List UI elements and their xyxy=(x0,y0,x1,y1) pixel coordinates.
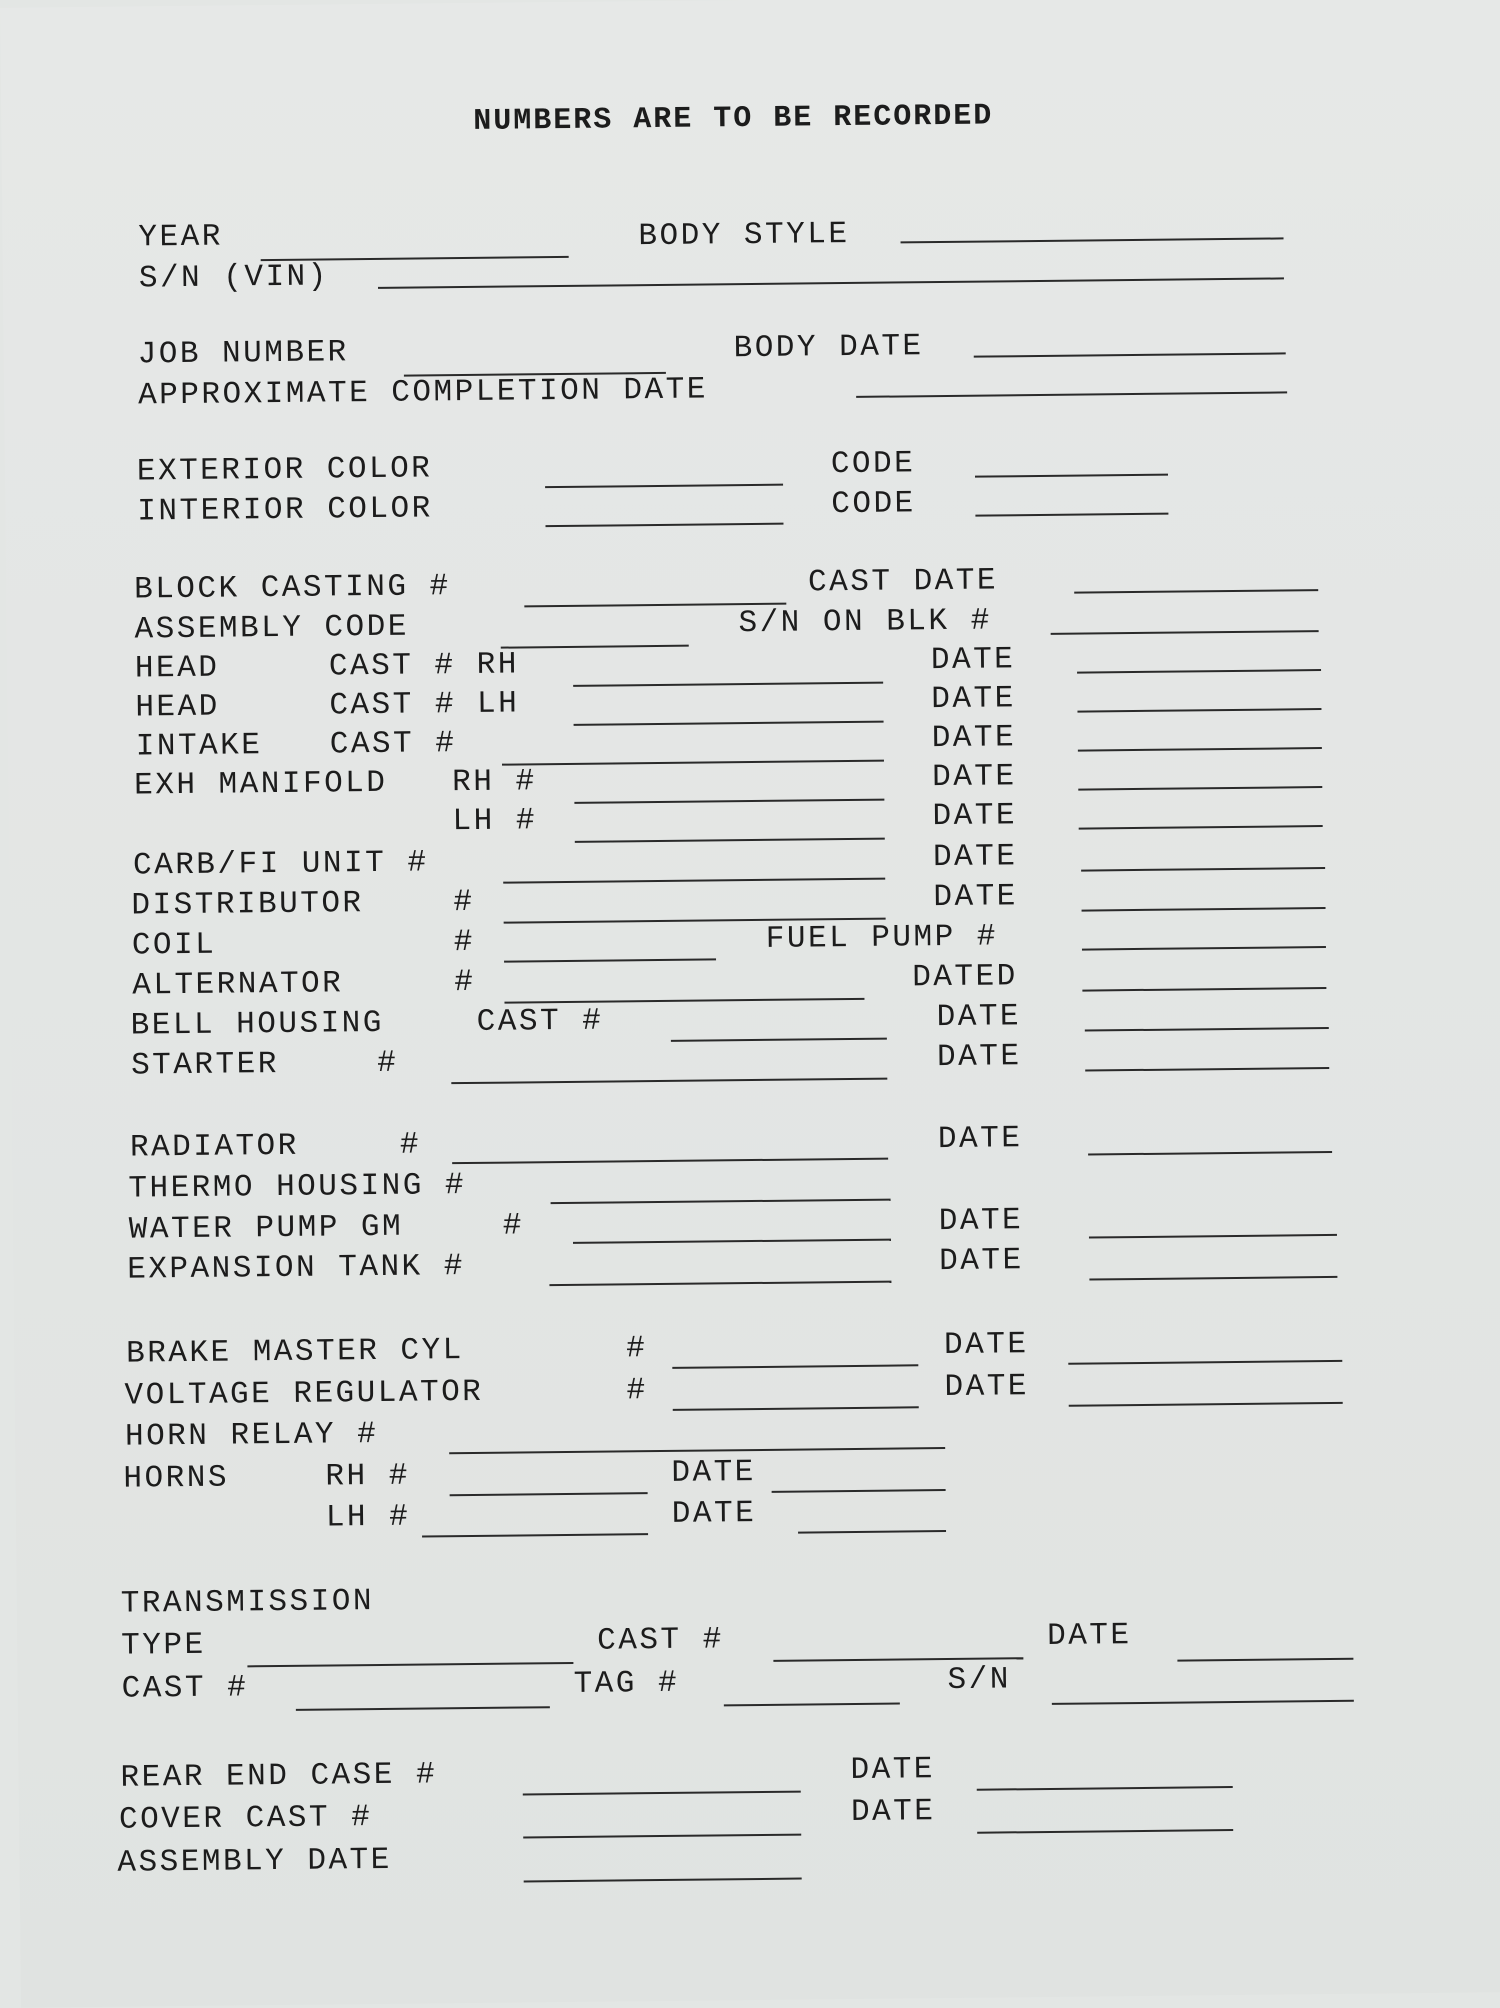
carb-fi-date-field[interactable] xyxy=(1081,867,1325,872)
exterior-code-label: CODE xyxy=(830,446,916,483)
sn-on-blk-field[interactable] xyxy=(1051,630,1319,635)
exh-lh-date-label: DATE xyxy=(932,798,1018,835)
alternator-hash: # xyxy=(454,964,476,1001)
radiator-hash: # xyxy=(399,1127,422,1163)
starter-field[interactable] xyxy=(451,1078,887,1085)
horns-lh-label: LH # xyxy=(325,1499,411,1536)
sn-vin-field[interactable] xyxy=(378,277,1284,288)
starter-hash: # xyxy=(376,1045,399,1081)
water-pump-date-label: DATE xyxy=(938,1203,1024,1240)
coil-field[interactable] xyxy=(504,958,716,962)
body-date-label: BODY DATE xyxy=(733,329,924,367)
horns-rh-date-field[interactable] xyxy=(772,1489,946,1493)
assembly-date-field[interactable] xyxy=(524,1878,802,1883)
voltage-regulator-field[interactable] xyxy=(673,1406,919,1411)
intake-date-field[interactable] xyxy=(1078,747,1322,752)
head-rh-date-label: DATE xyxy=(930,642,1016,679)
cast-date-label: CAST DATE xyxy=(807,563,999,601)
horns-lh-field[interactable] xyxy=(422,1533,648,1537)
approx-completion-label: APPROXIMATE COMPLETION DATE xyxy=(137,372,709,414)
exh-rh-date-field[interactable] xyxy=(1078,786,1322,791)
fuel-pump-field[interactable] xyxy=(1082,946,1326,951)
expansion-tank-field[interactable] xyxy=(549,1281,891,1287)
carb-fi-field[interactable] xyxy=(503,878,885,884)
thermo-housing-field[interactable] xyxy=(551,1199,891,1205)
carb-fi-label: CARB/FI UNIT # xyxy=(132,845,429,884)
assembly-code-label: ASSEMBLY CODE xyxy=(134,609,410,648)
head-lh-field[interactable] xyxy=(574,721,884,726)
bell-housing-date-label: DATE xyxy=(936,999,1022,1036)
water-pump-hash: # xyxy=(502,1208,525,1244)
body-style-label: BODY STYLE xyxy=(638,216,850,255)
exh-manifold-rh-label: RH # xyxy=(451,764,537,801)
trans-tag-field[interactable] xyxy=(724,1703,900,1707)
voltage-regulator-date-field[interactable] xyxy=(1069,1402,1343,1407)
coil-hash: # xyxy=(453,924,476,961)
transmission-label: TRANSMISSION xyxy=(120,1584,375,1622)
intake-cast-label: CAST # xyxy=(329,726,457,763)
brake-master-field[interactable] xyxy=(672,1364,918,1369)
expansion-tank-date-label: DATE xyxy=(939,1243,1024,1280)
trans-cast2-field[interactable] xyxy=(296,1706,550,1711)
voltage-regulator-hash: # xyxy=(626,1373,648,1409)
water-pump-date-field[interactable] xyxy=(1089,1234,1337,1239)
intake-field[interactable] xyxy=(502,760,884,766)
interior-code-label: CODE xyxy=(831,486,916,523)
brake-master-label: BRAKE MASTER CYL xyxy=(125,1333,464,1372)
horns-rh-field[interactable] xyxy=(450,1492,648,1496)
trans-tag-label: TAG # xyxy=(573,1665,680,1702)
carb-fi-date-label: DATE xyxy=(932,839,1018,876)
brake-master-date-field[interactable] xyxy=(1068,1360,1342,1365)
radiator-field[interactable] xyxy=(452,1158,888,1165)
cast-date-field[interactable] xyxy=(1074,589,1318,594)
radiator-label: RADIATOR xyxy=(129,1128,299,1166)
intake-label: INTAKE xyxy=(135,728,263,765)
radiator-date-label: DATE xyxy=(937,1121,1023,1158)
exh-lh-date-field[interactable] xyxy=(1079,825,1323,830)
head-rh-field[interactable] xyxy=(573,682,883,687)
job-number-label: JOB NUMBER xyxy=(137,335,349,373)
trans-cast2-label: CAST # xyxy=(121,1670,249,1707)
exterior-color-field[interactable] xyxy=(545,484,783,488)
rear-end-date-label: DATE xyxy=(850,1752,936,1789)
head-lh-cast-label: CAST # LH xyxy=(329,686,520,724)
approx-completion-field[interactable] xyxy=(856,391,1287,398)
cover-cast-label: COVER CAST # xyxy=(118,1800,373,1838)
sn-on-blk-label: S/N ON BLK # xyxy=(738,603,992,642)
cover-cast-date-label: DATE xyxy=(850,1794,936,1831)
coil-label: COIL xyxy=(131,927,217,964)
assembly-date-label: ASSEMBLY DATE xyxy=(117,1842,392,1881)
body-style-field[interactable] xyxy=(901,237,1284,243)
horn-relay-field[interactable] xyxy=(449,1447,945,1454)
horn-relay-label: HORN RELAY # xyxy=(124,1416,379,1455)
cover-cast-date-field[interactable] xyxy=(977,1829,1233,1834)
head-lh-date-field[interactable] xyxy=(1077,708,1321,713)
voltage-regulator-label: VOLTAGE REGULATOR xyxy=(124,1374,484,1414)
horns-lh-date-field[interactable] xyxy=(798,1530,946,1534)
exh-manifold-label: EXH MANIFOLD xyxy=(134,765,388,804)
interior-color-label: INTERIOR COLOR xyxy=(137,491,433,530)
trans-cast-field[interactable] xyxy=(773,1657,1023,1662)
brake-master-date-label: DATE xyxy=(943,1327,1029,1364)
rear-end-case-label: REAR END CASE # xyxy=(120,1757,438,1796)
bell-housing-field[interactable] xyxy=(671,1038,887,1042)
rear-end-date-field[interactable] xyxy=(977,1786,1233,1791)
alternator-dated-field[interactable] xyxy=(1082,987,1326,992)
trans-date-field[interactable] xyxy=(1177,1658,1353,1662)
cover-cast-field[interactable] xyxy=(523,1834,801,1839)
interior-color-field[interactable] xyxy=(545,523,783,527)
alternator-dated-label: DATED xyxy=(912,959,1018,996)
distributor-date-field[interactable] xyxy=(1082,907,1326,912)
expansion-tank-date-field[interactable] xyxy=(1089,1276,1337,1281)
bell-housing-label: BELL HOUSING xyxy=(130,1005,385,1044)
thermo-housing-label: THERMO HOUSING # xyxy=(128,1168,467,1207)
starter-label: STARTER xyxy=(130,1046,280,1084)
sn-vin-label: S/N (VIN) xyxy=(138,259,329,297)
fuel-pump-label: FUEL PUMP # xyxy=(765,919,999,957)
alternator-label: ALTERNATOR xyxy=(132,966,344,1004)
interior-code-field[interactable] xyxy=(975,513,1168,517)
horns-rh-label: RH # xyxy=(325,1458,411,1495)
trans-type-field[interactable] xyxy=(247,1662,573,1667)
radiator-date-field[interactable] xyxy=(1088,1151,1332,1156)
trans-sn-label: S/N xyxy=(947,1662,1012,1699)
trans-date-label: DATE xyxy=(1046,1618,1132,1654)
exh-manifold-lh-field[interactable] xyxy=(575,838,885,843)
exterior-code-field[interactable] xyxy=(975,474,1168,478)
head-rh-label: HEAD xyxy=(134,650,220,687)
horns-label: HORNS xyxy=(123,1460,230,1497)
trans-type-label: TYPE xyxy=(121,1627,206,1664)
water-pump-label: WATER PUMP GM xyxy=(128,1209,404,1248)
exh-manifold-lh-label: LH # xyxy=(452,803,538,840)
body-date-field[interactable] xyxy=(974,352,1286,357)
distributor-date-label: DATE xyxy=(933,879,1019,916)
water-pump-field[interactable] xyxy=(573,1239,891,1244)
head-rh-cast-label: CAST # RH xyxy=(328,647,520,685)
expansion-tank-label: EXPANSION TANK # xyxy=(127,1249,466,1288)
starter-date-field[interactable] xyxy=(1085,1067,1329,1072)
exh-rh-date-label: DATE xyxy=(931,759,1017,796)
voltage-regulator-date-label: DATE xyxy=(944,1369,1030,1406)
year-label: YEAR xyxy=(138,219,224,256)
block-casting-label: BLOCK CASTING # xyxy=(133,569,451,608)
bell-housing-date-field[interactable] xyxy=(1085,1027,1329,1032)
trans-cast-label: CAST # xyxy=(596,1622,724,1659)
head-rh-date-field[interactable] xyxy=(1077,669,1321,674)
intake-date-label: DATE xyxy=(931,720,1017,757)
horns-lh-date-label: DATE xyxy=(671,1496,757,1532)
exterior-color-label: EXTERIOR COLOR xyxy=(136,451,433,490)
distributor-hash: # xyxy=(453,884,475,921)
head-lh-label: HEAD xyxy=(135,689,220,726)
starter-date-label: DATE xyxy=(936,1039,1022,1076)
distributor-label: DISTRIBUTOR xyxy=(131,886,364,924)
bell-housing-cast-label: CAST # xyxy=(476,1003,604,1040)
trans-sn-field[interactable] xyxy=(1052,1700,1354,1705)
brake-master-hash: # xyxy=(625,1331,648,1367)
assembly-code-field[interactable] xyxy=(501,645,689,649)
form-title: NUMBERS ARE TO BE RECORDED xyxy=(473,99,994,139)
exh-manifold-rh-field[interactable] xyxy=(574,799,884,804)
head-lh-date-label: DATE xyxy=(931,681,1016,718)
alternator-field[interactable] xyxy=(504,998,864,1004)
horns-rh-date-label: DATE xyxy=(671,1455,757,1491)
rear-end-case-field[interactable] xyxy=(523,1791,801,1796)
